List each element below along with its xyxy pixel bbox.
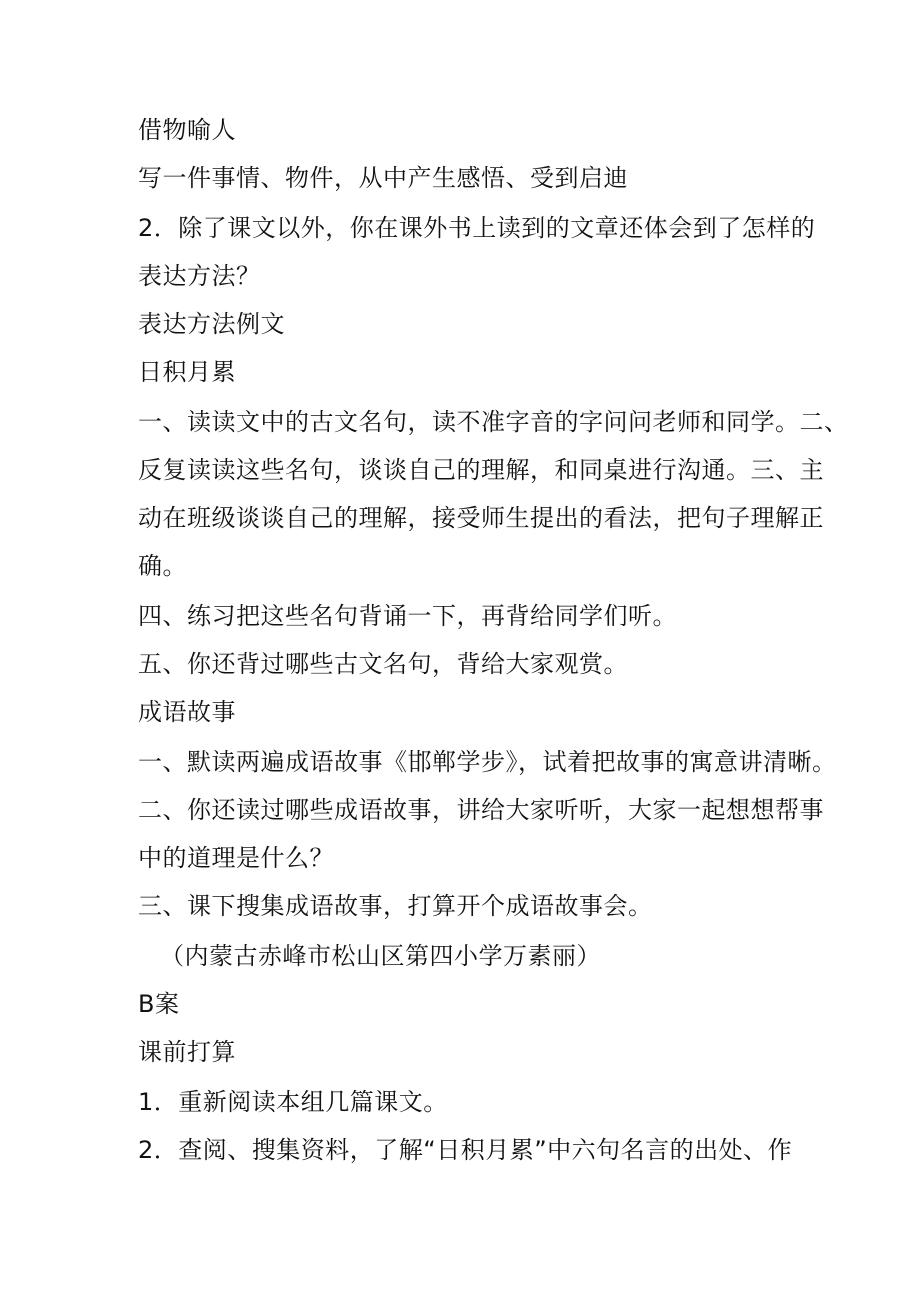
paragraph-line: 四、练习把这些名句背诵一下，再背给同学们听。 bbox=[138, 602, 677, 630]
heading-pre-class-plan: 课前打算 bbox=[138, 1038, 236, 1066]
heading-daily-accumulation: 日积月累 bbox=[138, 358, 236, 386]
paragraph-line: 写一件事情、物件，从中产生感悟、受到启迪 bbox=[138, 164, 628, 192]
list-item-1: 1．重新阅读本组几篇课文。 bbox=[138, 1088, 448, 1116]
paragraph-line: 一、读读文中的古文名句，读不准字音的字问问老师和同学。二、 bbox=[138, 408, 849, 436]
heading-borrow-object: 借物喻人 bbox=[138, 116, 236, 144]
paragraph-line: 确。 bbox=[138, 552, 187, 580]
paragraph-line: 三、课下搜集成语故事，打算开个成语故事会。 bbox=[138, 892, 653, 920]
paragraph-line: 反复读读这些名句，谈谈自己的理解，和同桌进行沟通。三、主 bbox=[138, 456, 824, 484]
paragraph-line: 动在班级谈谈自己的理解，接受师生提出的看法，把句子理解正 bbox=[138, 504, 824, 532]
question-2-line-2: 表达方法？ bbox=[138, 262, 261, 290]
paragraph-line: 中的道理是什么？ bbox=[138, 844, 334, 872]
list-item-2: 2．查阅、搜集资料，了解“日积月累”中六句名言的出处、作 bbox=[138, 1136, 793, 1164]
question-2-line-1: 2．除了课文以外，你在课外书上读到的文章还体会到了怎样的 bbox=[138, 214, 816, 242]
heading-plan-b: B案 bbox=[138, 990, 180, 1018]
heading-idiom-stories: 成语故事 bbox=[138, 698, 236, 726]
author-attribution: （内蒙古赤峰市松山区第四小学万素丽） bbox=[160, 942, 601, 970]
paragraph-line: 二、你还读过哪些成语故事，讲给大家听听，大家一起想想帮事 bbox=[138, 796, 824, 824]
paragraph-line: 五、你还背过哪些古文名句，背给大家观赏。 bbox=[138, 650, 628, 678]
paragraph-line: 一、默读两遍成语故事《邯郸学步》，试着把故事的寓意讲清晰。 bbox=[138, 748, 837, 776]
heading-expression-examples: 表达方法例文 bbox=[138, 310, 285, 338]
